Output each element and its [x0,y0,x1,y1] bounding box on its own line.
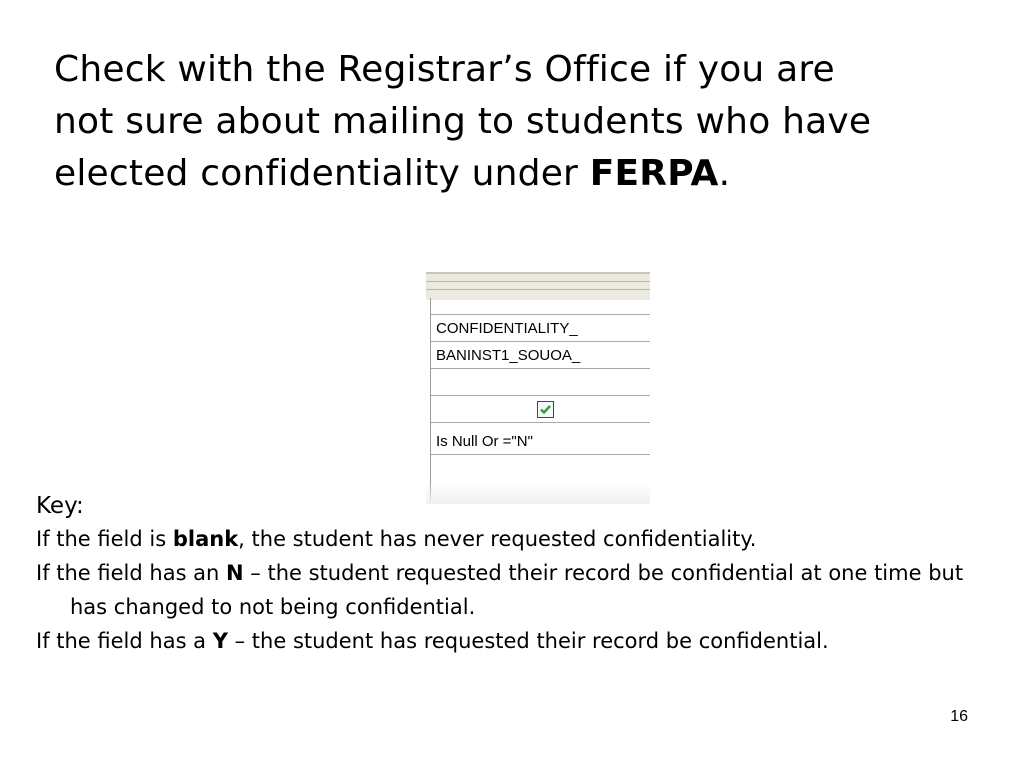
key-item-bold: N [226,561,244,585]
page-number: 16 [950,708,968,725]
key-item-blank [36,522,996,556]
title-end: . [718,153,731,194]
key-item-suffix: – the student requested their record be confidential at one time but has changed to not being confidential. [70,561,964,619]
query-design-grid-screenshot [426,272,650,504]
key-item-prefix: If the field is [36,527,173,551]
title-text: Check with the Registrar’s Office if you are not sure about mailing to students who have elected confidentiality under [54,49,872,194]
grid-field-cell: CONFIDENTIALITY_ [431,315,650,342]
grid-criteria-cell: Is Null Or ="N" [431,428,650,455]
slide-title [54,44,874,200]
grid-or-cell [431,455,650,482]
title-emphasis: FERPA [589,153,719,194]
grid-show-cell [431,396,650,423]
key-item-n [36,556,996,624]
key-item-suffix: – the student has requested their record be confidential. [227,629,829,653]
key-item-prefix: If the field has an [36,561,227,585]
key-section [36,490,996,658]
grid-row-blank-top [431,298,650,315]
key-item-prefix: If the field has a [36,629,213,653]
key-heading: Key: [36,493,84,519]
key-item-bold: blank [172,527,239,551]
checkmark-icon [539,403,552,416]
grid-sort-cell [431,369,650,396]
key-item-bold: Y [212,629,228,653]
show-checkbox [537,401,554,418]
key-item-y [36,624,996,658]
key-item-suffix: , the student has never requested confidentiality. [238,527,757,551]
grid-table-cell: BANINST1_SOUOA_ [431,342,650,369]
grid-header-bar [426,272,650,300]
